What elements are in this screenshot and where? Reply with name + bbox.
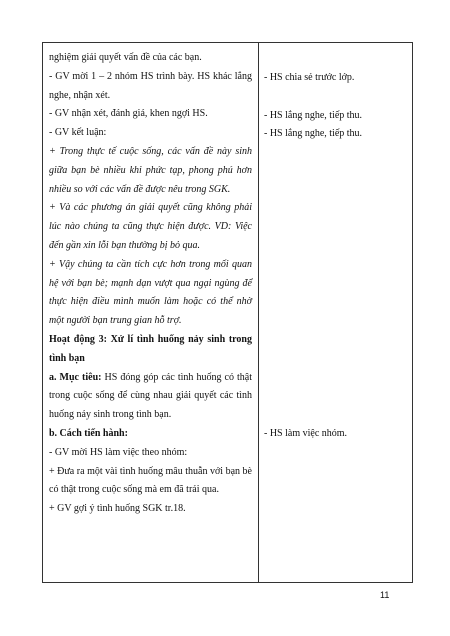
page-number: 11 — [380, 590, 390, 600]
student-response-2: - HS lắng nghe, tiếp thu. — [264, 110, 363, 121]
student-response-1: - HS chia sẻ trước lớp. — [264, 72, 355, 83]
student-response-3: - HS lắng nghe, tiếp thu. — [264, 128, 363, 139]
paragraph-group-work: - GV mời HS làm việc theo nhóm: — [49, 446, 188, 458]
paragraph-textbook-hint: + GV gợi ý tình huống SGK tr.18. — [49, 503, 186, 515]
procedure-heading: b. Cách tiến hành: — [49, 427, 128, 439]
paragraph-teacher-feedback: - GV nhận xét, đánh giá, khen ngợi HS. — [49, 108, 208, 120]
paragraph-conclusion-label: - GV kết luận: — [49, 127, 107, 139]
student-response-4: - HS làm việc nhóm. — [264, 428, 348, 439]
conclusion-point-3: + Vậy chúng ta cần tích cực hơn trong mối quan hệ với bạn bè; mạnh dạn vượt qua ngại ngùng để thực hiện điều mình muốn làm hoặc có thể nhờ một người bạn trung gian hỗ trợ. — [49, 258, 252, 327]
paragraph-continued: nghiệm giải quyết vấn đề của các bạn. — [49, 52, 202, 63]
teacher-activities-cell — [49, 49, 252, 519]
objective-text: HS đóng góp các tình huống có thật trong cuộc sống để cùng nhau giải quyết các tình huống nảy sinh trong tình bạn. — [49, 371, 252, 421]
activity-3-heading: Hoạt động 3: Xử lí tình huống nảy sinh trong tình bạn — [49, 333, 252, 364]
paragraph-group-present: - GV mời 1 – 2 nhóm HS trình bày. HS khác lắng nghe, nhận xét. — [49, 70, 252, 101]
objective-paragraph — [49, 369, 252, 425]
column-divider — [258, 43, 259, 582]
lesson-table — [42, 42, 413, 583]
objective-label: a. Mục tiêu: — [49, 371, 102, 383]
paragraph-share-situations: + Đưa ra một vài tình huống mâu thuẫn với bạn bè có thật trong cuộc sống mà em đã trải qua. — [49, 465, 252, 496]
conclusion-point-1: + Trong thực tế cuộc sống, các vấn đề này sinh giữa bạn bè nhiều khi phức tạp, phong phú hơn nhiều so với các vấn đề được nêu trong SGK. — [49, 145, 252, 195]
conclusion-point-2: + Và các phương án giải quyết cũng không phải lúc nào chúng ta cũng thực hiện được. VD: Việc đến gần xin lỗi bạn thường bị bỏ qua. — [49, 202, 252, 251]
